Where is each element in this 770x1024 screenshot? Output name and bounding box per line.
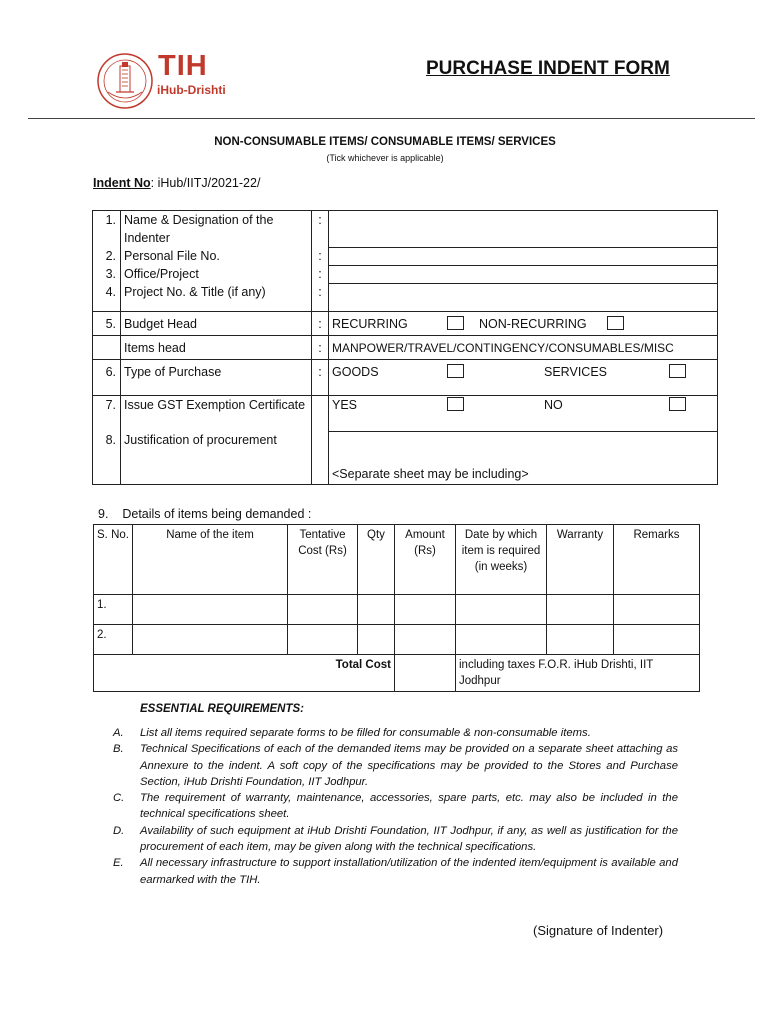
col-header-amount: Amount (Rs) [395, 525, 456, 595]
form-title: PURCHASE INDENT FORM [426, 58, 670, 79]
colon: : [312, 211, 329, 248]
office-project-label: Office/Project [121, 265, 312, 283]
budget-head-options [329, 311, 718, 335]
tick-note: (Tick whichever is applicable) [326, 153, 444, 163]
recurring-checkbox[interactable] [447, 316, 464, 330]
list-text: The requirement of warranty, maintenance, accessories, spare parts, etc. may also be included in the technical specifications sheet. [140, 792, 678, 821]
amount-cell[interactable] [395, 625, 456, 655]
list-letter: A. [113, 727, 124, 739]
list-item [113, 790, 678, 823]
header-divider [28, 118, 755, 119]
justification-label: Justification of procurement [121, 431, 312, 484]
col-header-remarks: Remarks [614, 525, 700, 595]
list-text: All necessary infrastructure to support installation/utilization of the indented item/equipment is available and earmarked with the TIH. [140, 857, 678, 886]
total-amount-cell[interactable] [395, 655, 456, 692]
justification-field[interactable] [329, 431, 718, 484]
purchase-type-options [329, 359, 718, 395]
colon: : [312, 311, 329, 335]
items-head-label: Items head [121, 335, 312, 359]
list-item [113, 725, 678, 741]
section-9-heading [98, 507, 311, 521]
total-note: including taxes F.O.R. iHub Drishti, IIT Jodhpur [456, 655, 700, 692]
goods-checkbox[interactable] [447, 364, 464, 378]
brand-name: TIH [158, 50, 208, 82]
no-label: NO [544, 397, 563, 412]
qty-cell[interactable] [358, 625, 395, 655]
indenter-name-label: Name & Designation of the Indenter [121, 211, 312, 248]
total-cost-label: Total Cost [94, 655, 395, 692]
indent-details-table [92, 210, 718, 485]
row-number: 1. [93, 211, 121, 248]
total-row [94, 655, 700, 692]
recurring-label: RECURRING [332, 316, 408, 331]
non-recurring-label: NON-RECURRING [479, 316, 587, 331]
list-letter: E. [113, 857, 124, 870]
gst-exemption-label: Issue GST Exemption Certificate [121, 395, 312, 431]
row-number: 6. [93, 359, 121, 395]
row-number-empty [93, 335, 121, 359]
amount-cell[interactable] [395, 595, 456, 625]
col-header-date-required: Date by which item is required (in weeks) [456, 525, 547, 595]
non-recurring-checkbox[interactable] [607, 316, 624, 330]
requirements-title: ESSENTIAL REQUIREMENTS: [140, 703, 304, 715]
services-checkbox[interactable] [669, 364, 686, 378]
col-header-tentative-cost: Tentative Cost (Rs) [288, 525, 358, 595]
colon: : [312, 283, 329, 311]
project-title-label: Project No. & Title (if any) [121, 283, 312, 311]
colon-empty [312, 431, 329, 484]
indent-number [93, 176, 260, 190]
warranty-cell[interactable] [547, 595, 614, 625]
colon: : [312, 359, 329, 395]
warranty-cell[interactable] [547, 625, 614, 655]
items-table [93, 524, 700, 692]
cost-cell[interactable] [288, 595, 358, 625]
gst-exemption-options [329, 395, 718, 431]
colon-empty [312, 395, 329, 431]
remarks-cell[interactable] [614, 625, 700, 655]
requirements-list [113, 725, 678, 888]
list-text: Technical Specifications of each of the demanded items may be provided on a separate sheet attaching as Annexure to the indent. A soft copy of the specifications may be provided to the Stores and Purchase Section, iHub Drishti Foundation, IIT Jodhpur. [140, 743, 678, 788]
cost-cell[interactable] [288, 625, 358, 655]
col-header-qty: Qty [358, 525, 395, 595]
remarks-cell[interactable] [614, 595, 700, 625]
office-project-field[interactable] [329, 265, 718, 283]
indenter-name-field[interactable] [329, 211, 718, 248]
row-sno: 2. [94, 625, 133, 655]
section-number: 9. [98, 507, 109, 521]
list-letter: D. [113, 824, 125, 837]
row-sno: 1. [94, 595, 133, 625]
colon: : [312, 265, 329, 283]
signature-label: (Signature of Indenter) [533, 923, 664, 938]
colon: : [312, 335, 329, 359]
brand-subname: iHub-Drishti [157, 83, 226, 97]
row-number: 8. [93, 431, 121, 484]
colon: : [312, 247, 329, 265]
form-subtitle: NON-CONSUMABLE ITEMS/ CONSUMABLE ITEMS/ SERVICES [214, 136, 556, 148]
indent-label: Indent No [93, 176, 151, 190]
date-cell[interactable] [456, 595, 547, 625]
item-name-cell[interactable] [133, 625, 288, 655]
col-header-item-name: Name of the item [133, 525, 288, 595]
item-name-cell[interactable] [133, 595, 288, 625]
budget-head-label: Budget Head [121, 311, 312, 335]
col-header-sno: S. No. [94, 525, 133, 595]
row-number: 4. [93, 283, 121, 311]
col-header-warranty: Warranty [547, 525, 614, 595]
row-number: 7. [93, 395, 121, 431]
table-row [94, 595, 700, 625]
list-letter: B. [113, 743, 124, 756]
project-title-field[interactable] [329, 283, 718, 311]
purchase-type-label: Type of Purchase [121, 359, 312, 395]
iitj-emblem-logo [96, 52, 154, 110]
separate-sheet-note: <Separate sheet may be including> [332, 466, 529, 481]
services-label: SERVICES [544, 364, 607, 379]
list-item [113, 823, 678, 856]
list-item [113, 741, 678, 790]
indent-value: : iHub/IITJ/2021-22/ [150, 176, 261, 190]
list-item [113, 855, 678, 888]
no-checkbox[interactable] [669, 397, 686, 411]
row-number: 5. [93, 311, 121, 335]
table-row [94, 625, 700, 655]
row-number: 2. [93, 247, 121, 265]
yes-checkbox[interactable] [447, 397, 464, 411]
list-letter: C. [113, 792, 125, 805]
qty-cell[interactable] [358, 595, 395, 625]
section-label: Details of items being demanded : [122, 507, 312, 521]
personal-file-label: Personal File No. [121, 247, 312, 265]
items-head-value: MANPOWER/TRAVEL/CONTINGENCY/CONSUMABLES/MISC [329, 335, 718, 359]
list-text: Availability of such equipment at iHub Drishti Foundation, IIT Jodhpur, if any, as well as justification for the procurement of each item, may be given along with the technical specifications. [140, 824, 678, 854]
yes-label: YES [332, 397, 358, 412]
list-text: List all items required separate forms to be filled for consumable & non-consumable items. [140, 727, 591, 739]
date-cell[interactable] [456, 625, 547, 655]
goods-label: GOODS [332, 364, 379, 379]
personal-file-field[interactable] [329, 247, 718, 265]
row-number: 3. [93, 265, 121, 283]
